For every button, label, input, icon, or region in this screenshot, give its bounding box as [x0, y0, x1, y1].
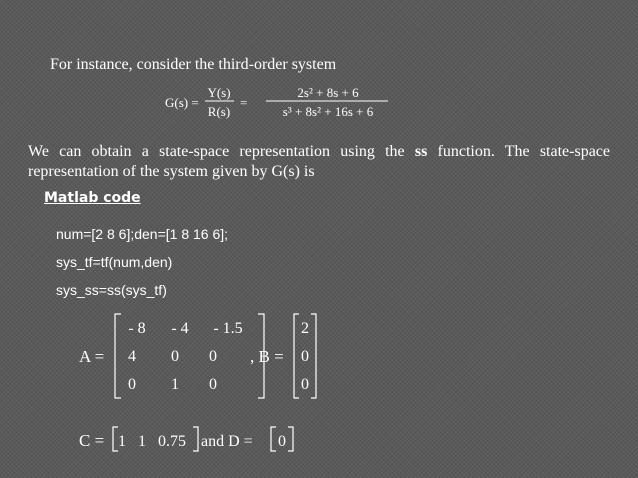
transfer-function-equation — [0, 0, 638, 140]
tf-den-left: R(s) — [207, 104, 231, 119]
matrix-a-cell: 0 — [128, 376, 136, 393]
state-space-matrices — [0, 300, 638, 478]
code-line: sys_tf=tf(num,den) — [56, 254, 173, 270]
tf-num-left: Y(s) — [207, 85, 231, 100]
matrix-a-cell: 4 — [128, 348, 136, 365]
matrix-d-left-bracket — [271, 427, 276, 451]
matrix-b-right-bracket — [311, 314, 316, 398]
matrix-c-cell: 0.75 — [158, 433, 186, 450]
matrix-b-left-bracket — [294, 314, 299, 398]
matrix-a-cell: 0 — [171, 348, 179, 365]
code-line: num=[2 8 6];den=[1 8 16 6]; — [56, 226, 229, 242]
matrix-b-cell: 0 — [301, 376, 309, 393]
matrix-a-cell: 0 — [209, 348, 217, 365]
tf-lhs: G(s) = — [165, 95, 199, 110]
matrix-d-cell: 0 — [278, 433, 286, 450]
code-line: sys_ss=ss(sys_tf) — [56, 282, 167, 298]
matrix-a-cell: 1 — [171, 376, 179, 393]
description-paragraph — [28, 142, 610, 182]
matrix-a-left-bracket — [115, 314, 121, 398]
tf-num-right: 2s² + 8s + 6 — [297, 85, 359, 100]
matlab-code-heading: Matlab code — [44, 190, 141, 206]
matrix-b-cell: 0 — [301, 348, 309, 365]
ss-keyword: ss — [414, 143, 428, 160]
and-d-label: and D = — [201, 433, 253, 450]
tf-den-right: s³ + 8s² + 16s + 6 — [282, 104, 374, 119]
paragraph-part2: function. The state-space representation of the system given by G(s) is — [28, 143, 610, 180]
matrix-b-cell: 2 — [301, 320, 309, 337]
matrix-d-right-bracket — [288, 427, 293, 451]
matrix-a-cell: - 1.5 — [213, 320, 243, 337]
matrix-a-cell: 0 — [209, 376, 217, 393]
matrix-b-label: , B = — [250, 347, 284, 366]
matrix-a-label: A = — [79, 347, 105, 366]
intro-text: For instance, consider the third-order system — [50, 56, 337, 73]
matrix-a-cell: - 4 — [171, 320, 189, 337]
matrix-c-right-bracket — [193, 427, 198, 451]
matrix-a-cell: - 8 — [128, 320, 146, 337]
paragraph-part1: We can obtain a state-space representation using the — [28, 143, 415, 160]
matrix-c-cell: 1 — [118, 433, 126, 450]
tf-equals: = — [240, 95, 248, 110]
matrix-c-label: C = — [79, 431, 105, 450]
matrix-c-cell: 1 — [138, 433, 146, 450]
